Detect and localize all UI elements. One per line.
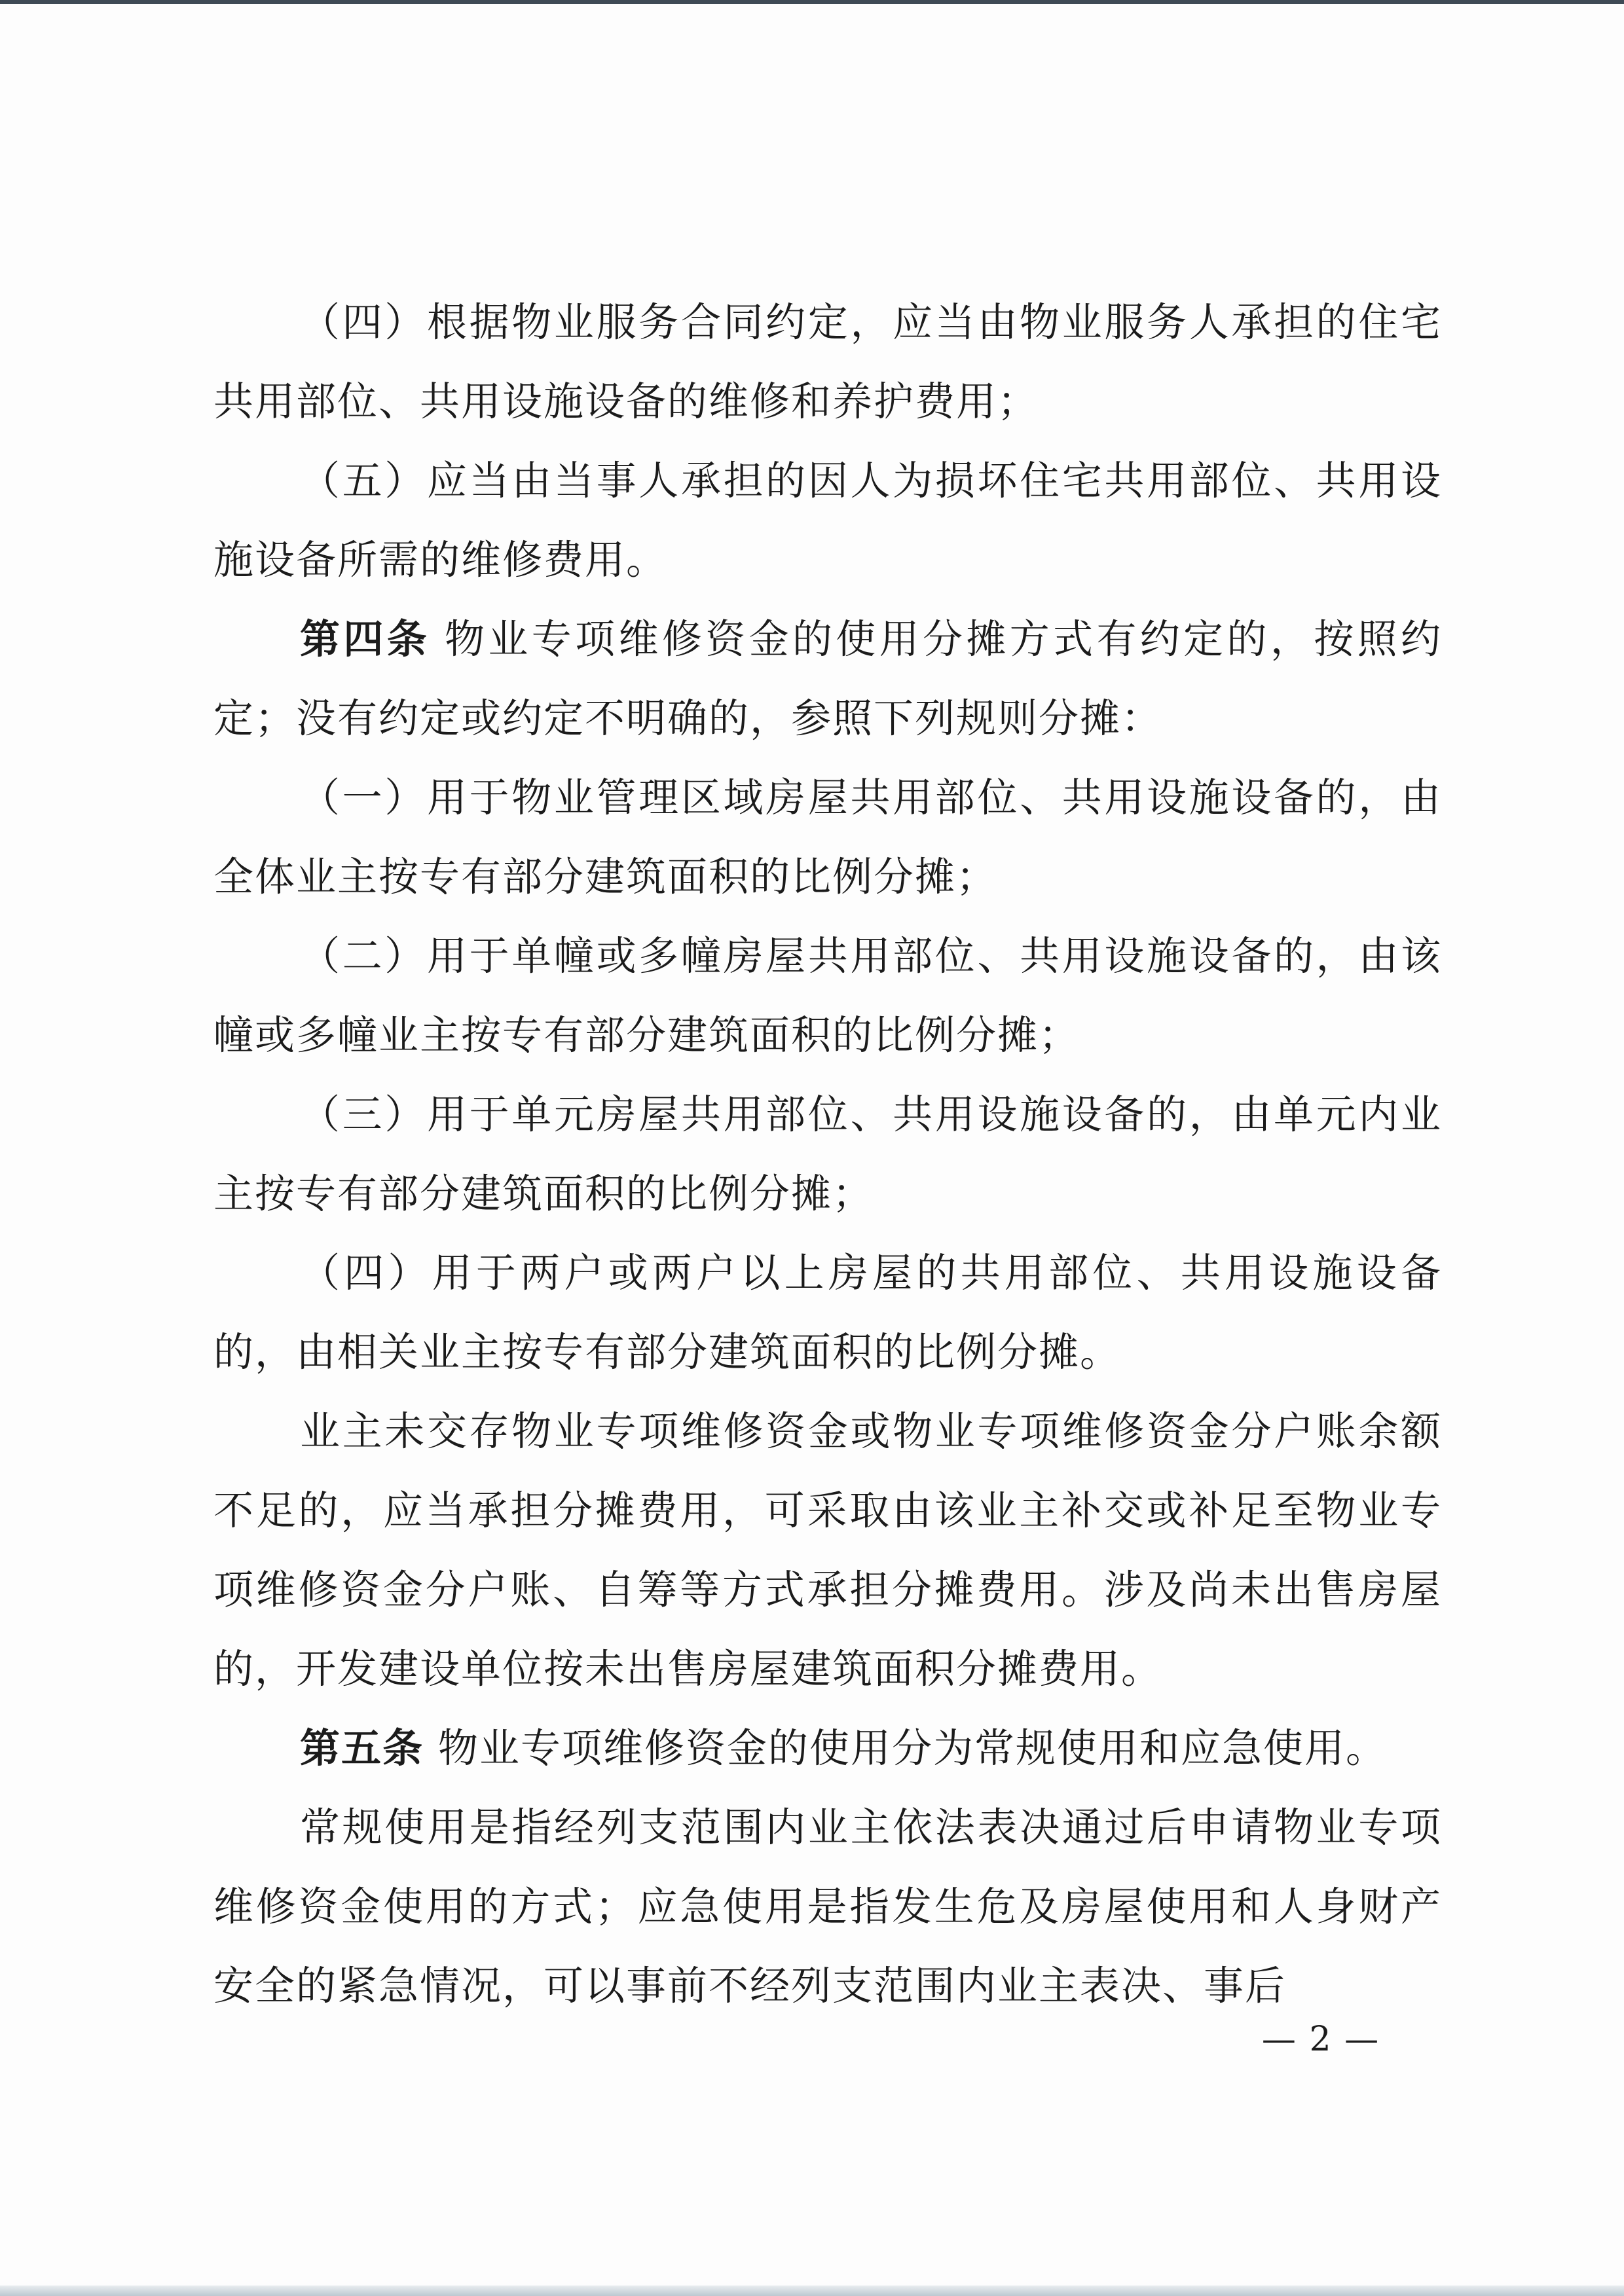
paragraph-rule-4	[213, 1233, 1442, 1392]
paragraph-item-4	[213, 283, 1442, 441]
paragraph-text: 业主未交存物业专项维修资金或物业专项维修资金分户账余额不足的，应当承担分摊费用，可采取由该业主补交或补足至物业专项维修资金分户账、自筹等方式承担分摊费用。涉及尚未出售房屋的，开发建设单位按未出售房屋建筑面积分摊费用。	[213, 1408, 1442, 1692]
paragraph-text: （三）用于单元房屋共用部位、共用设施设备的，由单元内业主按专有部分建筑面积的比例分摊；	[213, 1091, 1442, 1217]
document-body	[213, 283, 1442, 2026]
scan-bottom-edge	[0, 2286, 1624, 2296]
paragraph-text: （二）用于单幢或多幢房屋共用部位、共用设施设备的，由该幢或多幢业主按专有部分建筑面积的比例分摊；	[213, 933, 1442, 1059]
scan-top-edge	[0, 0, 1624, 4]
paragraph-text: （四）用于两户或两户以上房屋的共用部位、共用设施设备的，由相关业主按专有部分建筑面积的比例分摊。	[213, 1250, 1442, 1376]
paragraph-text: 物业专项维修资金的使用分为常规使用和应急使用。	[438, 1725, 1388, 1772]
paragraph-text: 物业专项维修资金的使用分摊方式有约定的，按照约定；没有约定或约定不明确的，参照下列规则分摊：	[213, 616, 1442, 742]
paragraph-text: （四）根据物业服务合同约定，应当由物业服务人承担的住宅共用部位、共用设施设备的维修和养护费用；	[213, 299, 1442, 425]
paragraph-text: 常规使用是指经列支范围内业主依法表决通过后申请物业专项维修资金使用的方式；应急使用是指发生危及房屋使用和人身财产安全的紧急情况，可以事前不经列支范围内业主表决、事后	[213, 1804, 1442, 2009]
paragraph-text: （五）应当由当事人承担的因人为损坏住宅共用部位、共用设施设备所需的维修费用。	[213, 458, 1442, 583]
paragraph-rule-3	[213, 1075, 1442, 1233]
page-number: — 2 —	[1261, 2020, 1380, 2059]
paragraph-article-4	[213, 600, 1442, 758]
paragraph-usage-definition	[213, 1788, 1442, 2026]
paragraph-shortfall	[213, 1392, 1442, 1709]
paragraph-rule-1	[213, 758, 1442, 917]
paragraph-article-5	[213, 1709, 1442, 1788]
paragraph-item-5	[213, 441, 1442, 600]
article-number: 第五条	[300, 1725, 424, 1772]
paragraph-text: （一）用于物业管理区域房屋共用部位、共用设施设备的，由全体业主按专有部分建筑面积的比例分摊；	[213, 774, 1442, 900]
paragraph-rule-2	[213, 917, 1442, 1075]
article-number: 第四条	[300, 616, 431, 663]
